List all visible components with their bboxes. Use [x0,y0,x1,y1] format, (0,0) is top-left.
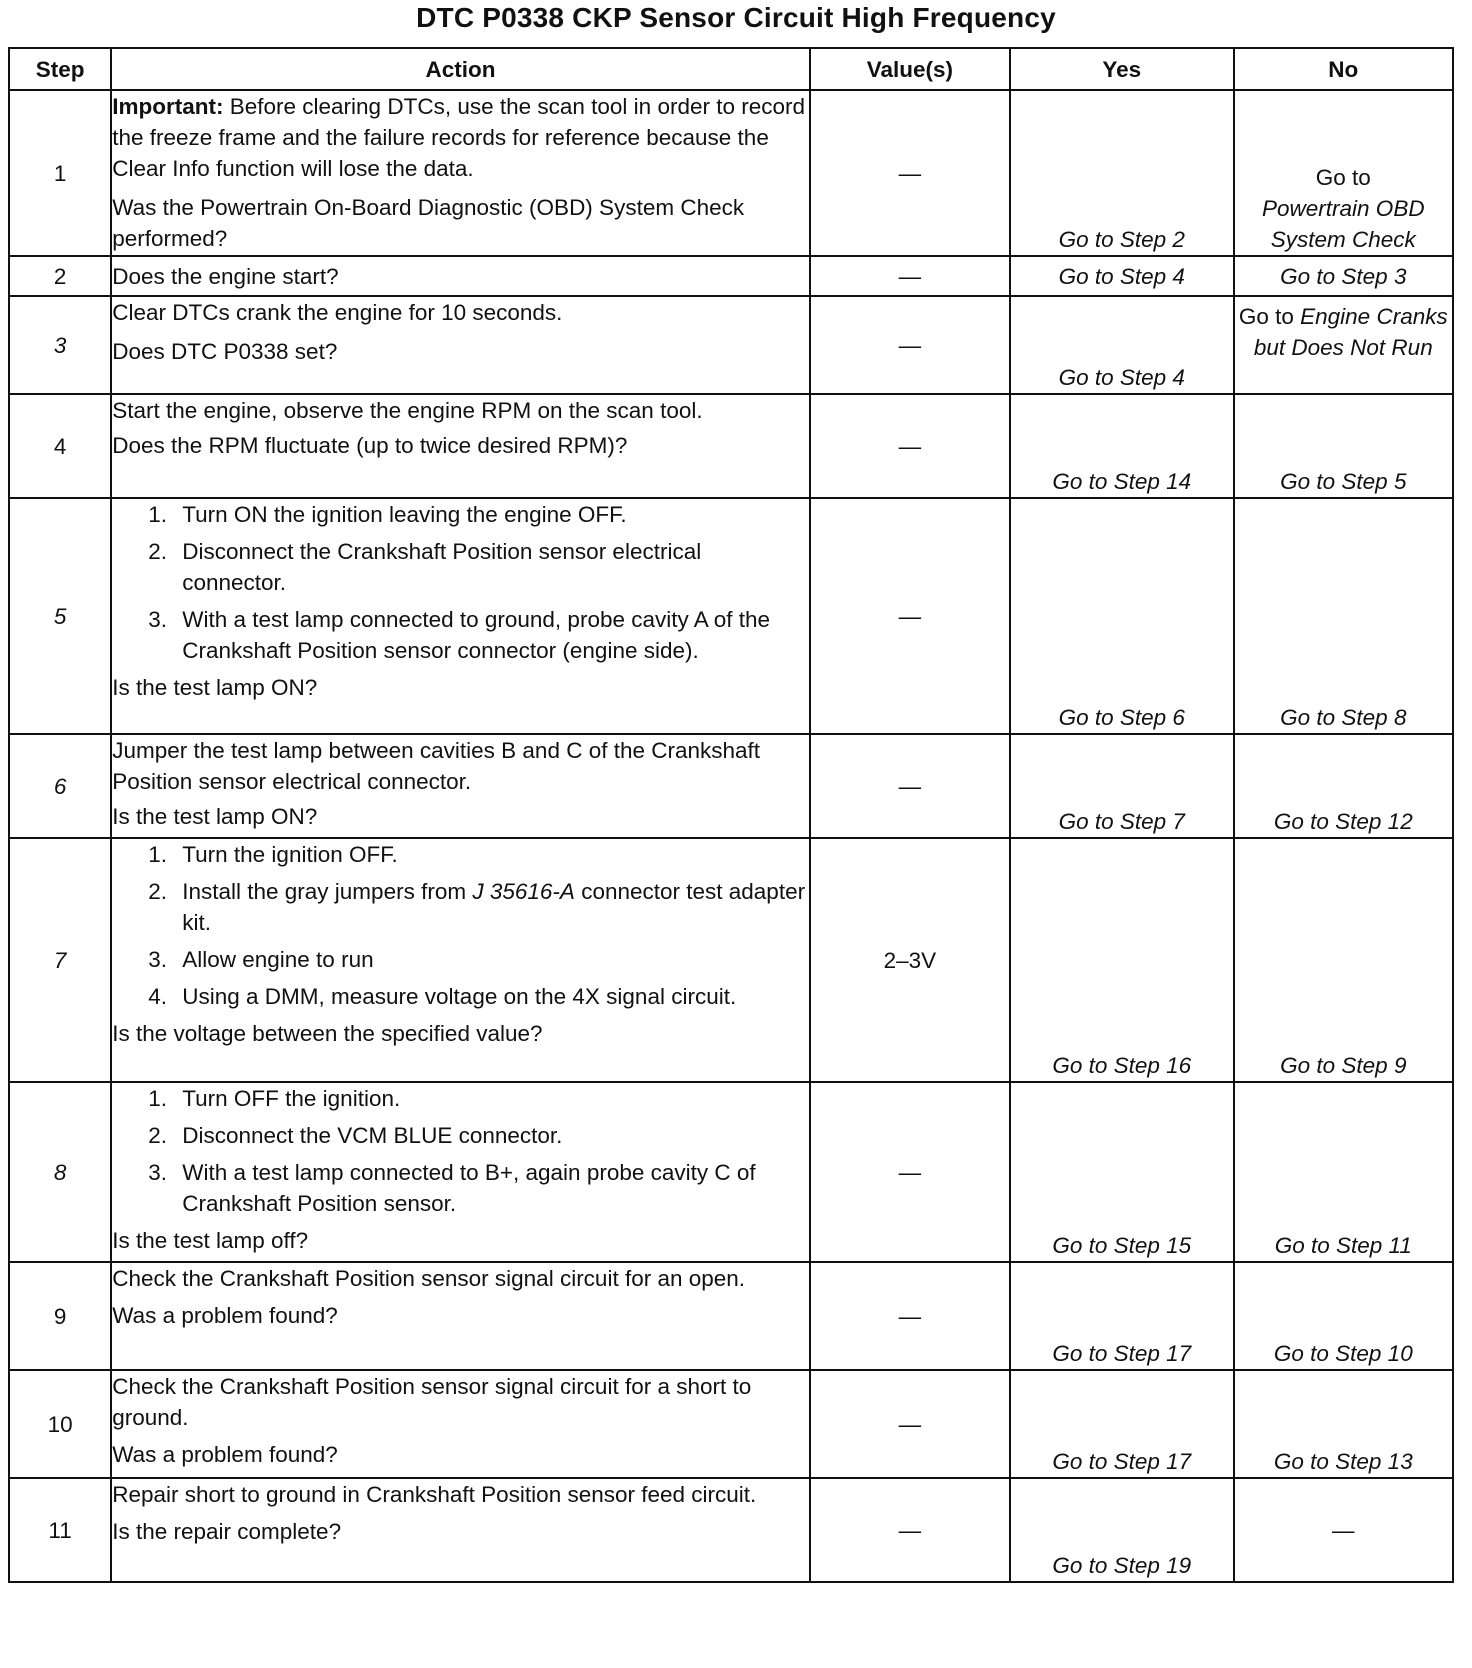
table-row [9,394,1453,498]
action-text: Check the Crankshaft Position sensor signal circuit for a short to ground. [112,1374,752,1430]
yes-link[interactable]: Go to Step 15 [1010,1082,1234,1262]
question: Does the engine start? [112,263,339,289]
no-link[interactable]: Go to Step 3 [1234,256,1453,296]
procedure-list [112,839,809,1012]
value-cell: — [810,394,1010,498]
action-cell [111,838,810,1082]
step-number: 6 [9,734,111,838]
value-cell: — [810,296,1010,394]
list-item: 4. Using a DMM, measure voltage on the 4X signal circuit. [148,984,737,1009]
list-item-text: Disconnect the Crankshaft Position sensor electrical connector. [182,539,702,595]
step-number: 8 [9,1082,111,1262]
yes-link[interactable]: Go to Step 16 [1010,838,1234,1082]
header-values: Value(s) [810,48,1010,90]
tool-reference: J 35616-A [472,879,575,904]
header-no: No [1234,48,1453,90]
procedure-list [112,1083,809,1219]
question: Was the Powertrain On-Board Diagnostic (OBD) System Check performed? [112,195,745,251]
table-row [9,1478,1453,1582]
action-cell [111,498,810,734]
page-title: DTC P0338 CKP Sensor Circuit High Frequency [416,2,1056,33]
question: Is the repair complete? [112,1519,342,1544]
step-number: 3 [9,296,111,394]
question: Is the test lamp ON? [112,804,318,829]
list-item-text: Turn ON the ignition leaving the engine OFF. [182,502,627,527]
no-cell [1234,296,1453,394]
no-link[interactable]: Go to Step 11 [1234,1082,1453,1262]
diagnostic-table [8,47,1454,1583]
yes-link[interactable]: Go to Step 2 [1010,90,1234,256]
action-text: Check the Crankshaft Position sensor signal circuit for an open. [112,1266,746,1291]
no-prefix: Go to [1238,304,1294,329]
value-cell: — [810,256,1010,296]
question: Does DTC P0338 set? [112,339,338,364]
table-row [9,90,1453,256]
no-prefix: Go to [1315,165,1371,190]
list-item: 3. With a test lamp connected to B+, again probe cavity C of Crankshaft Position sensor. [148,1160,756,1216]
list-item-text: Using a DMM, measure voltage on the 4X signal circuit. [182,984,737,1009]
action-cell [111,256,810,296]
question: Was a problem found? [112,1303,338,1328]
value-cell: — [810,1370,1010,1478]
step-number: 5 [9,498,111,734]
list-item: 2. Disconnect the VCM BLUE connector. [148,1123,563,1148]
list-item-text: connector test adapter kit. [182,879,806,935]
value-cell: — [810,498,1010,734]
action-cell [111,1262,810,1370]
list-item-text: With a test lamp connected to ground, probe cavity A of the Crankshaft Position sensor connector (engine side). [182,607,771,663]
yes-link[interactable]: Go to Step 14 [1010,394,1234,498]
table-row [9,734,1453,838]
value-cell: — [810,734,1010,838]
action-text: Clear DTCs crank the engine for 10 seconds. [112,300,563,325]
no-link[interactable]: Go to Step 5 [1234,394,1453,498]
step-number: 2 [9,256,111,296]
value-cell: — [810,90,1010,256]
question: Is the voltage between the specified value? [112,1021,543,1046]
table-header-row [9,48,1453,90]
list-item: 1. Turn OFF the ignition. [148,1086,401,1111]
no-link[interactable]: Go to Step 10 [1234,1262,1453,1370]
question: Was a problem found? [112,1442,338,1467]
list-item: 3. Allow engine to run [148,947,374,972]
value-cell: — [810,1262,1010,1370]
action-text: Start the engine, observe the engine RPM on the scan tool. [112,398,703,423]
table-row [9,1082,1453,1262]
question: Is the test lamp ON? [112,675,318,700]
header-step: Step [9,48,111,90]
no-link[interactable]: Go to Step 13 [1234,1370,1453,1478]
step-number: 1 [9,90,111,256]
action-cell [111,1370,810,1478]
action-cell [111,394,810,498]
no-cell [1234,90,1453,256]
list-item-text: Install the gray jumpers from [182,879,467,904]
no-link[interactable]: Go to Step 8 [1234,498,1453,734]
list-item-text: Turn the ignition OFF. [182,842,398,867]
action-cell [111,1478,810,1582]
table-row [9,1370,1453,1478]
value-cell: 2–3V [810,838,1010,1082]
no-cell: — [1234,1478,1453,1582]
question: Is the test lamp off? [112,1228,309,1253]
important-note [112,91,809,184]
list-item: 3. With a test lamp connected to ground, probe cavity A of the Crankshaft Position sensor connector (engine side). [148,607,771,663]
table-row [9,1262,1453,1370]
step-number: 11 [9,1478,111,1582]
yes-link[interactable]: Go to Step 4 [1010,256,1234,296]
list-item: 2. Disconnect the Crankshaft Position sensor electrical connector. [148,539,702,595]
no-link[interactable]: Go to Step 12 [1234,734,1453,838]
yes-link[interactable]: Go to Step 17 [1010,1262,1234,1370]
table-row [9,498,1453,734]
no-link[interactable]: Engine Cranks but Does Not Run [1253,304,1448,360]
no-link[interactable]: Powertrain OBD System Check [1262,196,1425,252]
yes-link[interactable]: Go to Step 6 [1010,498,1234,734]
value-cell: — [810,1478,1010,1582]
list-item: 2. Install the gray jumpers from J 35616-A connector test adapter kit. [148,879,806,935]
list-item-text: With a test lamp connected to B+, again probe cavity C of Crankshaft Position sensor. [182,1160,756,1216]
list-item: 1. Turn the ignition OFF. [148,842,398,867]
action-cell [111,296,810,394]
action-cell [111,734,810,838]
step-number: 4 [9,394,111,498]
no-link[interactable]: Go to Step 9 [1234,838,1453,1082]
step-number: 9 [9,1262,111,1370]
action-text: Repair short to ground in Crankshaft Position sensor feed circuit. [112,1482,757,1507]
action-cell [111,90,810,256]
table-row [9,256,1453,296]
yes-link[interactable]: Go to Step 19 [1010,1478,1234,1582]
table-row [9,838,1453,1082]
list-item: 1. Turn ON the ignition leaving the engine OFF. [148,502,627,527]
action-text: Jumper the test lamp between cavities B and C of the Crankshaft Position sensor electrical connector. [112,738,761,794]
action-cell [111,1082,810,1262]
list-item-text: Turn OFF the ignition. [182,1086,401,1111]
value-cell: — [810,1082,1010,1262]
step-number: 10 [9,1370,111,1478]
important-label: Important: [112,94,224,119]
important-text: Before clearing DTCs, use the scan tool in order to record the freeze frame and the failure records for reference because the Clear Info function will lose the data. [112,94,806,181]
list-item-text: Disconnect the VCM BLUE connector. [182,1123,563,1148]
question: Does the RPM fluctuate (up to twice desired RPM)? [112,433,628,458]
yes-link[interactable]: Go to Step 7 [1010,734,1234,838]
procedure-list [112,499,809,666]
table-row [9,296,1453,394]
header-action: Action [111,48,810,90]
header-yes: Yes [1010,48,1234,90]
step-number: 7 [9,838,111,1082]
yes-link[interactable]: Go to Step 4 [1010,296,1234,394]
yes-link[interactable]: Go to Step 17 [1010,1370,1234,1478]
list-item-text: Allow engine to run [182,947,374,972]
